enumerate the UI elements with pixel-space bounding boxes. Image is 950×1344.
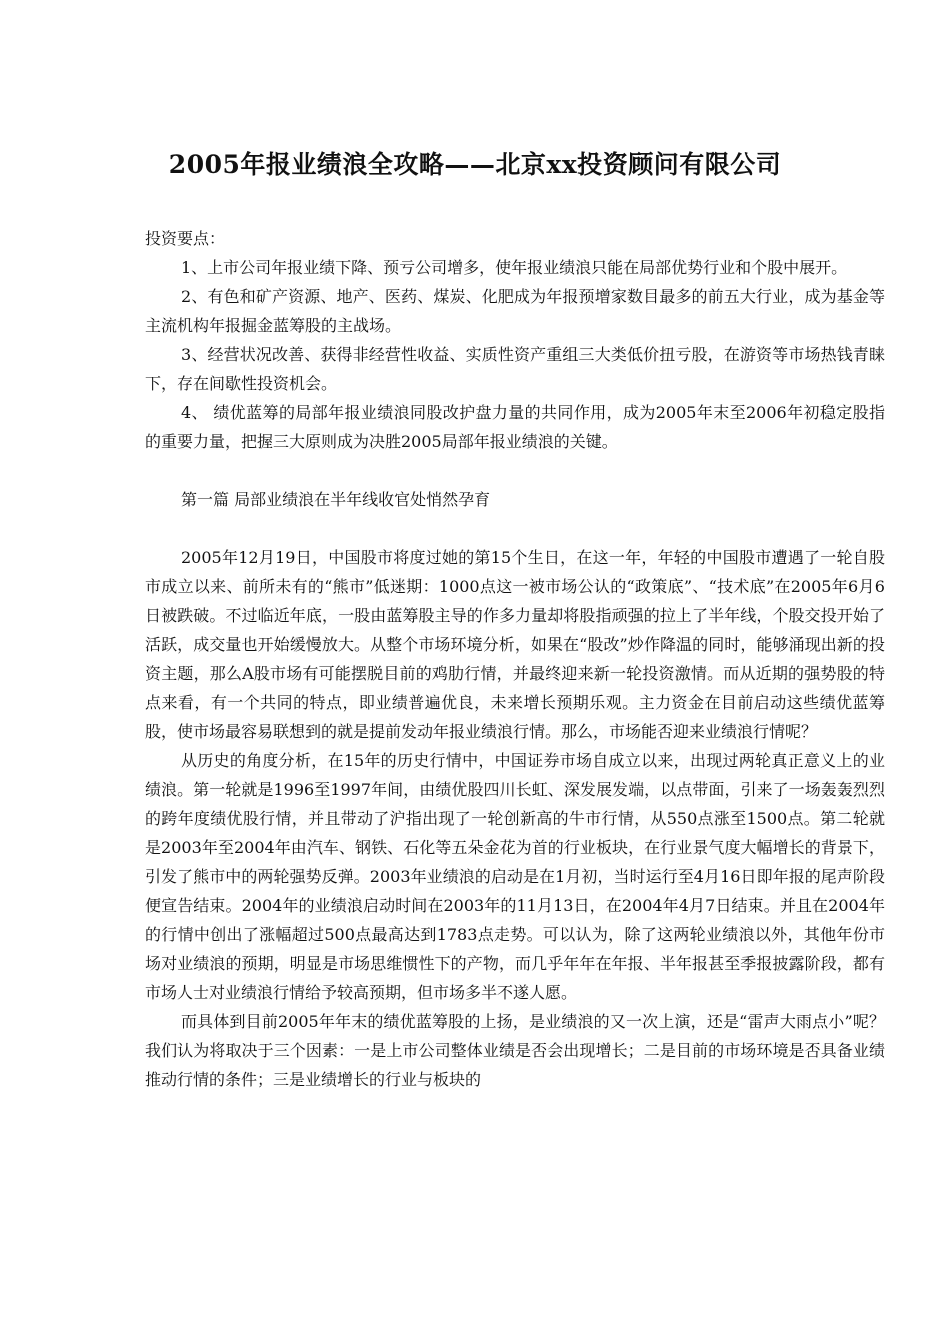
key-point-1: 1、上市公司年报业绩下降、预亏公司增多，使年报业绩浪只能在局部优势行业和个股中展开。 (181, 258, 848, 277)
body-paragraph-3: 而具体到目前2005年年末的绩优蓝筹股的上扬，是业绩浪的又一次上演，还是“雷声大雨点小”呢？我们认为将取决于三个因素：一是上市公司整体业绩是否会出现增长；二是目前的市场环境是否具备业绩推动行情的条件；三是业绩增长的行业与板块的 (145, 1012, 885, 1089)
body-paragraph-1: 2005年12月19日，中国股市将度过她的第15个生日，在这一年，年轻的中国股市遭遇了一轮自股市成立以来、前所未有的“熊市”低迷期：1000点这一被市场公认的“政策底”、“技术底”在2005年6月6日被跌破。不过临近年底，一股由蓝筹股主导的作多力量却将股指顽强的拉上了半年线，个股交投开始了活跃，成交量也开始缓慢放大。从整个市场环境分析，如果在“股改”炒作降温的同时，能够涌现出新的投资主题，那么A股市场有可能摆脱目前的鸡肋行情，并最终迎来新一轮投资激情。而从近期的强势股的特点来看，有一个共同的特点，即业绩普遍优良，未来增长预期乐观。主力资金在目前启动这些绩优蓝筹股，使市场最容易联想到的就是提前发动年报业绩浪行情。那么，市场能否迎来业绩浪行情呢？ (145, 548, 885, 741)
summary-label: 投资要点： (145, 229, 226, 248)
key-point-2: 2、有色和矿产资源、地产、医药、煤炭、化肥成为年报预增家数目最多的前五大行业，成为基金等主流机构年报掘金蓝筹股的主战场。 (145, 287, 885, 335)
key-point-4: 4、 绩优蓝筹的局部年报业绩浪同股改护盘力量的共同作用，成为2005年末至2006年初稳定股指的重要力量，把握三大原则成为决胜2005局部年报业绩浪的关键。 (145, 403, 885, 451)
document-body (145, 224, 885, 1094)
chapter-heading: 第一篇 局部业绩浪在半年线收官处悄然孕育 (181, 490, 491, 509)
body-paragraph-2: 从历史的角度分析，在15年的历史行情中，中国证券市场自成立以来，出现过两轮真正意义上的业绩浪。第一轮就是1996至1997年间，由绩优股四川长虹、深发展发端，以点带面，引来了一场轰轰烈烈的跨年度绩优股行情，并且带动了沪指出现了一轮创新高的牛市行情，从550点涨至1500点。第二轮就是2003年至2004年由汽车、钢铁、石化等五朵金花为首的行业板块，在行业景气度大幅增长的背景下，引发了熊市中的两轮强势反弹。2003年业绩浪的启动是在1月初，当时运行至4月16日即年报的尾声阶段便宣告结束。2004年的业绩浪启动时间在2003年的11月13日，在2004年4月7日结束。并且在2004年的行情中创出了涨幅超过500点最高达到1783点走势。可以认为，除了这两轮业绩浪以外，其他年份市场对业绩浪的预期，明显是市场思维惯性下的产物，而几乎年年在年报、半年报甚至季报披露阶段，都有市场人士对业绩浪行情给予较高预期，但市场多半不遂人愿。 (145, 751, 885, 1002)
key-point-3: 3、经营状况改善、获得非经营性收益、实质性资产重组三大类低价扭亏股，在游资等市场热钱青睐下，存在间歇性投资机会。 (145, 345, 885, 393)
document-title: 2005年报业绩浪全攻略——北京xx投资顾问有限公司 (168, 150, 782, 179)
